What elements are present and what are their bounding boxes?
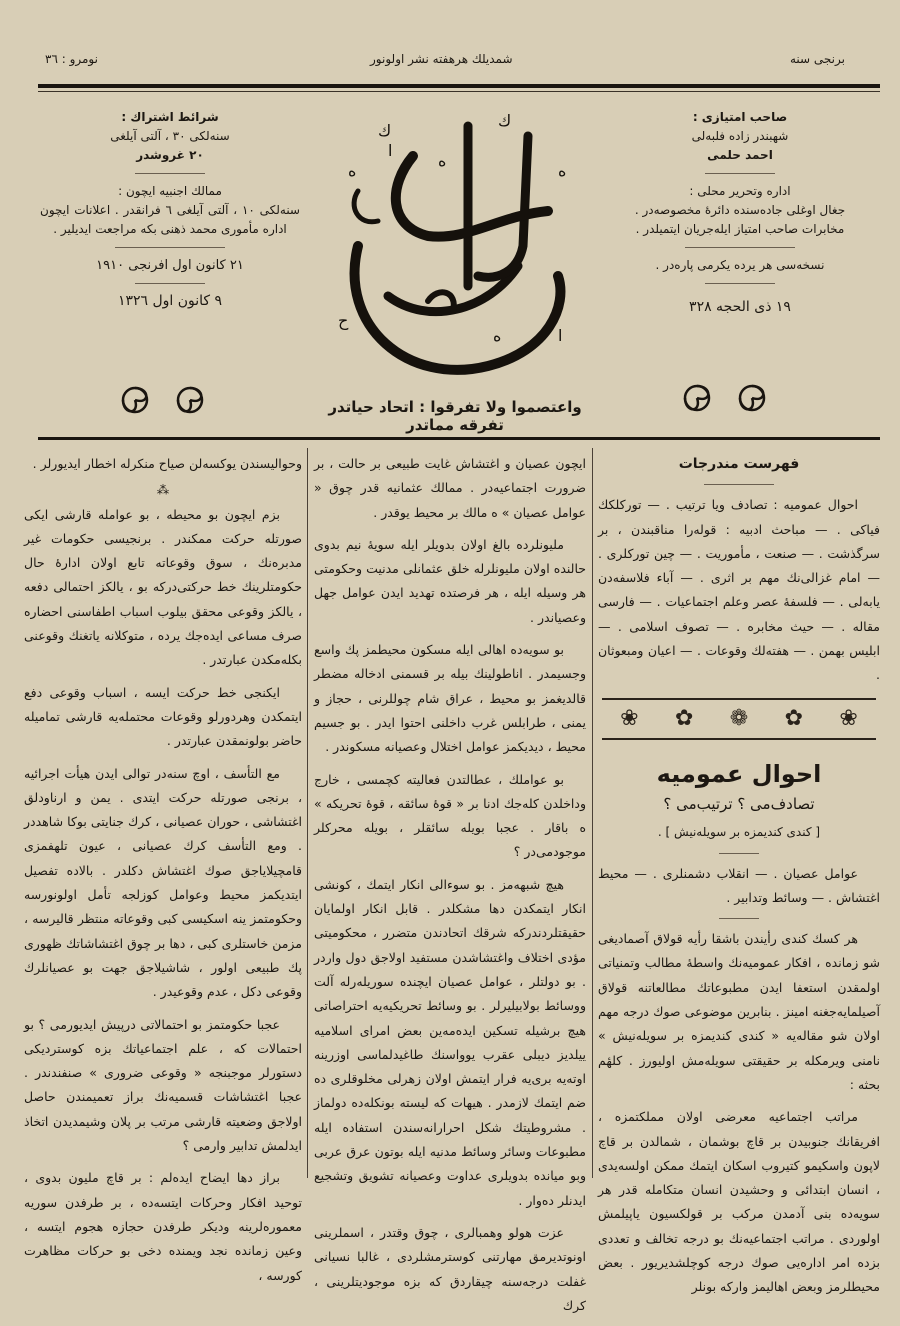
- hikmet-logo: [318, 96, 590, 388]
- paragraph: ملیونلرده بالغ اولان بدویلر ایله سویهٔ نیم بدوی حالنده اولان ملیونلرله خلق عثمانلی مدنیت وحکومتی هر وسیله ایله ، هر فرصتده تهدید ایدن عوامل جهل وعصیاندر .: [314, 536, 586, 625]
- svg-text:ه: ه: [348, 161, 357, 180]
- svg-text:ا: ا: [388, 141, 393, 160]
- section-title: احوال عمومیه: [656, 759, 822, 788]
- column-3: [24, 452, 302, 1296]
- contents-list: احوال عمومیه : تصادف ویا ترتیب . — تورکلکك فیاکی . — مباحث ادبیه : قوله‌را مناقبندن ، بر سرگذشت . — صنعت ، مأموریت . — چین تورکلری . — امام غزالی‌نك مهم بر اثری . — آباء فلاسفه‌دن یابه‌لی . — فلسفهٔ عصر وعلم اجتماعیات . — فارسی مقاله . — حیث مخابره . — تصوف اسلامی . — ابلیس بهمن . — هفته‌لك وقوعات . — اعیان ومبعوثان .: [598, 497, 880, 683]
- paragraph: هیچ شبهه‌مز . بو سوءالی انکار ایتمك ، کونشی انکار ایتمکدن دها مشکلدر . قابل انکار اولمایان حقیقتلردندرکه شرقك اتحادندن متضرر ، محکومیتی مؤدی اختلاف واغتشاشدن مستفید اولاجق دول واردر . بو دولتلر ، عوامل عصیان ایچنده سوریله‌رله آلت ووسائط بولابیلیرلر . بو وسائط تحریکیه‌یه احتراصاتی هیچ برشیله تسکین ایده‌مه‌ین بعض امرای اسلامیه ییلدیز دیبلی عقرب یوواسنك طاغیدلماسی اوزرینه اوته‌یه بری‌یه فرار ایتمش اولان زهرلی مخلوقلری ده ضم ایتمك لازمدر . هیهات که لیسته بونکله‌ده دولماز . مشروطیتك شکل احرارانه‌سندن استفاده ایله مطبوعات وسائر وسائط مدنیه ایله بوتون عرق عربی وبو میانده بدویلری عداوت وعصیانه تشویق وتشجیع ایدنلر ده‌وار .: [314, 876, 586, 1208]
- header-rule: [38, 84, 880, 88]
- svg-text:ح: ح: [338, 311, 349, 330]
- svg-text:ك: ك: [378, 121, 392, 140]
- divider: [705, 283, 775, 284]
- motto: واعتصموا ولا تفرقوا : اتحاد حیاتدر تفرقه مماتدر: [328, 398, 582, 434]
- svg-text:ك: ك: [498, 111, 512, 130]
- frequency-label: شمدیلك هرهفته نشر اولونور: [370, 52, 513, 66]
- flower-ornament-icon: ❀: [839, 705, 858, 731]
- date-gregorian: ٢١ كانون اول افرنجی ١٩١٠: [96, 258, 244, 273]
- paragraph: عجبا حکومتمز بو احتمالاتی درپیش ایدیورمی ؟ بو احتمالات که ، علم اجتماعیاتك بزه کوستردیکی دستورلر موجبنجه « وقوعی ضروری » صنفندندر . عجبا اغتشاشات قسمیه‌نك براز تعمیمندن حاصل اولاجق وضعیته قارشی مرتب بر پلان وشیمدیدن اتخاذ ایدلمش تدابیر وارمی ؟: [24, 1016, 302, 1154]
- subscription-line2: ٢٠ غروشدر: [136, 148, 204, 162]
- date-hijri: ١٩ ذی الحجه ٣٢٨: [689, 299, 791, 315]
- flower-ornament-icon: ✿: [784, 705, 803, 731]
- article-title: تصادف‌می ؟ ترتیب‌می ؟: [663, 794, 815, 813]
- article-topics: عوامل عصیان . — انقلاب دشمنلری . — محیط اغتشاش . — وسائط وتدابیر .: [598, 865, 880, 905]
- divider: [135, 283, 205, 284]
- paragraph: مراتب اجتماعیه معرضی اولان مملکتمزه ، افریقانك جنوبیدن بر قاچ بوشمان ، شمالدن بر قاچ لاپون واسکیمو کتیروب اسکان ایتمك ممکن اولسه‌یدی ، انسان ابتدائی و وحشیدن انسان متکامله قدر هر سویه‌ده بنی آدمدن مرکب بر قولکسیون یاپیلمش اولوردی . مراتب اجتماعیه‌نك بو درجه تخالف و تعددی بزده امر اداره‌یی صوك درجه کوچلشدیریور . بعض محیطلرمز وبعض اهالیمز وارکه بونلر: [598, 1109, 880, 1295]
- logo-stroke: [478, 136, 528, 277]
- subscription-line1: سنه‌لکی ٣٠ ، آلتی آیلغی: [110, 129, 230, 143]
- column-1: [598, 452, 880, 1308]
- header-rule-thin: [38, 91, 880, 92]
- paragraph: مع التأسف ، اوچ سنه‌در توالی ایدن هیأت اجرائیه ، برنجی صورتله حرکت ایتدی . یمن و ارناودلق اغتشاشی ، حوران عصیانی ، کرك جنایتی بوکا شاهددر . ومع التأسف کرك عصیانی ، عیون تلهفمزی قامچیلایاجق صوك اغتشاش دکلدر . بالاده تفصیل ایتدیکمز محیط وعوامل کوزلجه تأمل اولونورسه وحکومتمز ینه اسکیسی کبی وقوعاته منتظر قالیرسه ، مزمن خاستلری کبی ، دها بر چوق اغتشاشاتك ظهوری پك طبیعی اولور ، شاشیلاجق جهت بو عصیانلرك وقوعی دکل ، عدم وقوعیدر .: [24, 765, 302, 1000]
- ornament-right: [672, 378, 782, 418]
- office-address: جغال اوغلی جاده‌سنده دائرهٔ مخصوصه‌در .: [634, 203, 846, 217]
- owner-title: صاحب امتیازی :: [692, 110, 788, 124]
- svg-text:ه: ه: [438, 151, 447, 170]
- subscription-title: شرائط اشتراك :: [121, 110, 219, 124]
- correspondence-note: مخابرات صاحب امتیاز ایله‌جریان ایتمیلدر .: [635, 222, 845, 236]
- paragraph: بو سویه‌ده اهالی ایله مسکون محیطمز پك واسع وجسیمدر . اناطولینك بیله بر قسمنی ادخاله مضطر قالدیغمز بو محیط ، عراق شام چوللرنی ، حجاز و یمنی ، طرابلس غرب داخلنی احتوا ایدر . بو جسیم محیط ، دیدیکمز عوامل اختلال وعصیانه مسکوندر .: [314, 642, 586, 755]
- body-rule: [38, 437, 880, 440]
- divider: [704, 484, 774, 485]
- svg-text:ه: ه: [558, 161, 567, 180]
- column-2: [314, 452, 586, 1326]
- publisher-block: [605, 108, 875, 317]
- paragraph: وحوالیسندن یوکسه‌لن صیاح منکرله اخطار ایدیورلر .: [32, 456, 302, 471]
- logo-stroke: [354, 191, 378, 222]
- flower-ornament-icon: ❁: [729, 705, 749, 731]
- foreign-title: ممالك اجنبیه ایچون :: [118, 184, 222, 198]
- contents-title: فهرست مندرجات: [678, 456, 800, 472]
- issue-number: نومرو : ٣٦: [45, 52, 98, 66]
- subscription-block: [40, 108, 300, 311]
- svg-text:ه: ه: [493, 326, 502, 345]
- foreign-text: سنه‌لکی ١٠ ، آلتی آیلغی ٦ فرانقدر . اعلانات ایچون اداره مأموری محمد ذهنی بکه مراجعت ایدیلیر .: [40, 203, 300, 236]
- column-separator: [592, 448, 593, 1178]
- paragraph: عزت هولو وهمبالری ، چوق وقتدر ، اسملرینی اونوتدیرمق مهارتنی کوسترمشلردی ، غالبا نسیانی غفلت درجه‌سنه چیقاردق که بزه موجودیتلرینی ، کرك: [314, 1224, 586, 1313]
- paragraph: ایچون عصیان و اغتشاش غایت طبیعی بر حالت ، بر ضرورت اجتماعیه‌در . ممالك عثمانیه قدر چوق « عوامل عصیان » ه مالك بر محیط یوقدر .: [314, 456, 586, 520]
- paragraph: ایکنجی خط حرکت ایسه ، اسباب وقوعی دفع ایتمکدن وهردورلو وقوعات محتمله‌یه قارشی تمامیله حاضر بولونمقدن عبارتدر .: [24, 684, 302, 749]
- owner-origin: شهبندر زاده فلبه‌لی: [691, 129, 789, 143]
- price-note: نسخه‌سی هر یرده یکرمی پاره‌در .: [655, 258, 825, 272]
- paragraph: بزم ایچون بو محیطه ، بو عوامله قارشی ایکی صورتله حرکت ممکندر . برنجیسی حکومات غیر مدبره‌نك ، سوق وقوعاته تابع اولان ادارهٔ حال حکومتلرینك خط حرکتی‌درکه بو ، یالکز احتمالی دفعه ، یالکز وقوعی محقق بیلوب اسباب اطفاسنی احضاره صرف مساعی ایده‌جك یرده ، متوکلانه یاتغنك وقوعنی بکله‌مکدن عبارتدر .: [24, 506, 302, 668]
- divider: [719, 853, 759, 854]
- column-separator: [307, 448, 308, 1178]
- divider: [685, 247, 795, 248]
- paragraph: بو عواملك ، عطالتدن فعالیته کچمسی ، خارج وداخلدن کله‌جك ادنا بر « قوهٔ سائقه ، قوهٔ تحریکه » ه باقار . عجبا بویله سائقلر ، بویله محرکلر موجودمی‌در ؟: [314, 771, 586, 860]
- section-separator: ⁂: [156, 482, 170, 498]
- date-rumi: ٩ كانون اول ١٣٢٦: [117, 293, 223, 309]
- article-subtitle: [ کندی کندیمزه بر سویله‌نیش ] .: [657, 825, 821, 840]
- flower-ornament-icon: ❀: [620, 705, 639, 731]
- divider: [135, 173, 205, 174]
- paragraph: براز دها ایضاح ایده‌لم : بر قاچ ملیون بدوی ، توحید افکار وحرکات ایتسه‌ده ، بر طرفدن سوریه معموره‌لرینه ودیکر طرفدن حجازه هجوم ایتسه ، وعین زمانده نجد ویمنده دخی بو حرکات مظاهرت کورسه ،: [24, 1170, 302, 1283]
- volume-label: برنجی سنه: [790, 52, 845, 66]
- svg-text:ا: ا: [558, 326, 563, 345]
- owner-name: احمد حلمی: [707, 148, 773, 162]
- ornamental-band: [602, 698, 876, 740]
- flower-ornament-icon: ✿: [674, 705, 694, 731]
- paragraph: هر کسك کندی رأیندن باشقا رأیه قولاق آصمادیغی شو زمانده ، افکار عمومیه‌نك واسطهٔ مطالب وتمنیاتی اولمقدن استعفا ایدن مطبوعاتك مطالعاتنه قولاق آصیلمایه‌جغنه امینز . بنابرین موضوعی صوك درجه مهم اولان شو مقاله‌یه « کندی کندیمزه بر سویله‌نیش » نامنی ویرمکله بر حقیقتی سویله‌مش اولیورز . کلهٔم بحثه :: [598, 931, 880, 1092]
- divider: [705, 173, 775, 174]
- office-title: اداره وتحریر محلی :: [689, 184, 791, 198]
- divider: [115, 247, 225, 248]
- divider: [719, 918, 759, 919]
- ornament-left: [110, 380, 220, 420]
